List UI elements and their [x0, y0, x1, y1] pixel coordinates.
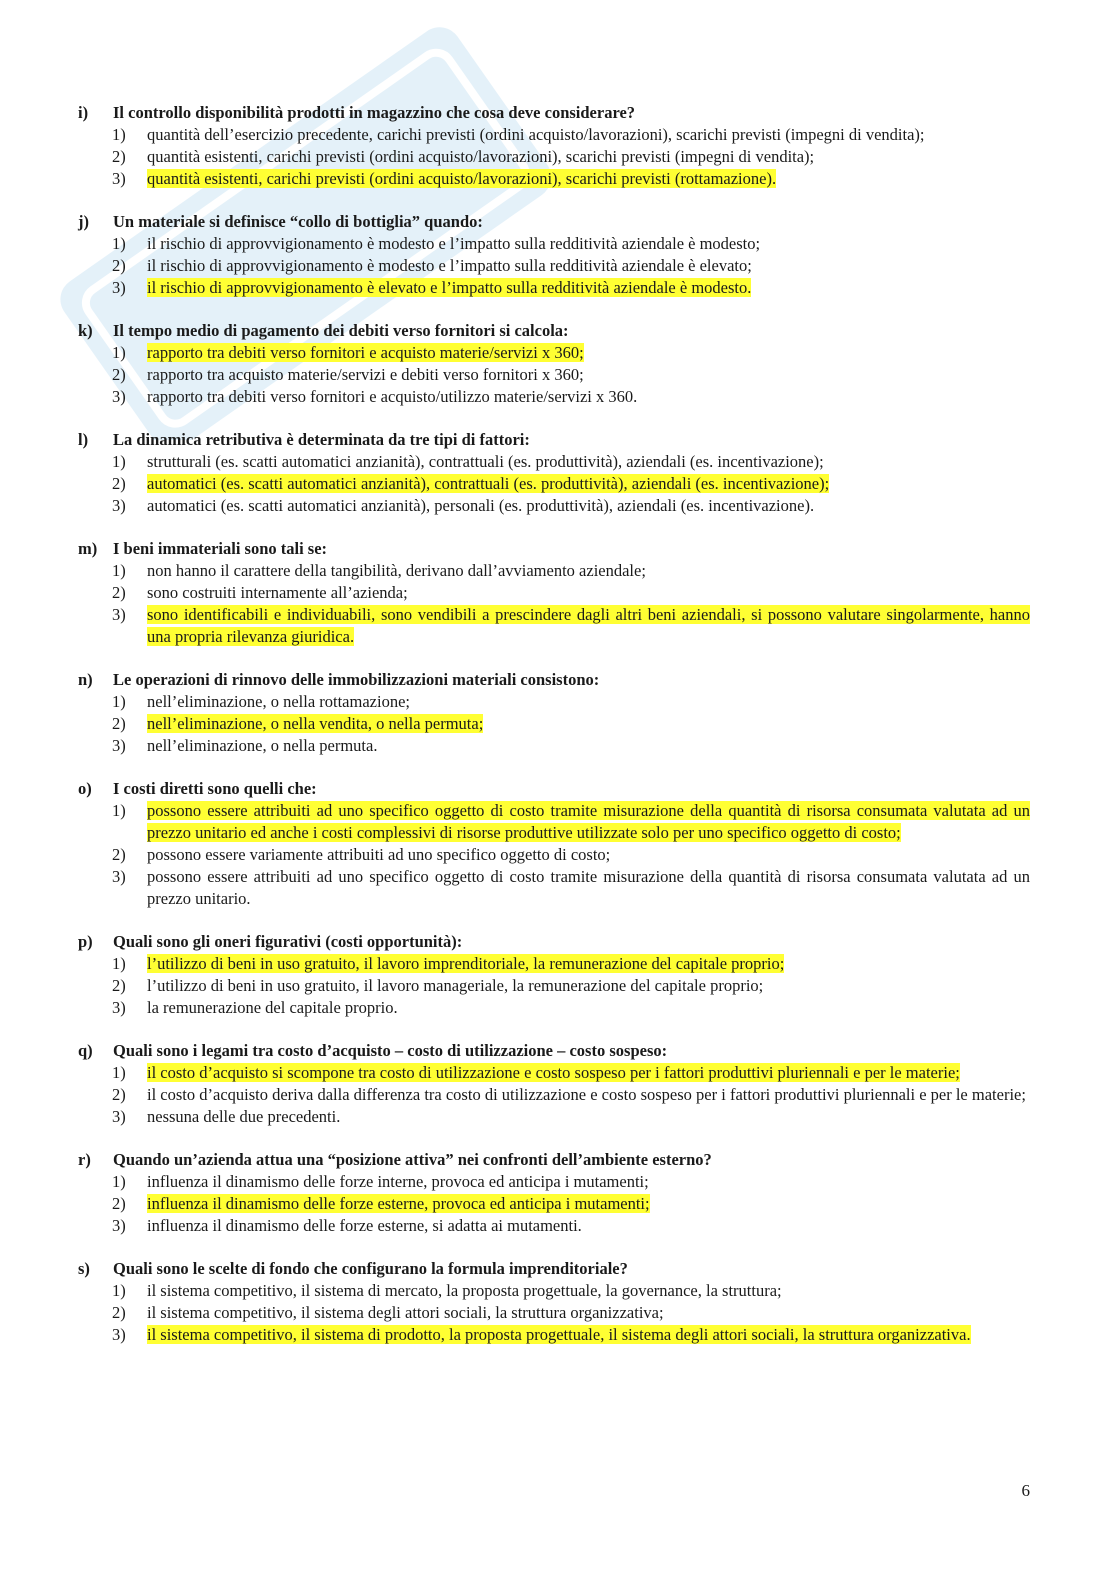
answer-option	[112, 691, 1030, 713]
question-letter: r)	[78, 1150, 91, 1169]
answer-text-wrap	[147, 255, 1030, 277]
answer-text-wrap	[147, 1084, 1030, 1106]
answer-text-wrap	[147, 735, 1030, 757]
question-heading	[78, 669, 1030, 691]
answer-text-wrap	[147, 691, 1030, 713]
answer-text-wrap	[147, 997, 1030, 1019]
question-heading	[78, 102, 1030, 124]
question-text: Quali sono le scelte di fondo che configurano la formula imprenditoriale?	[113, 1259, 628, 1278]
question-block	[78, 1149, 1030, 1237]
answer-text-wrap	[147, 386, 1030, 408]
answer-number: 1)	[112, 343, 126, 362]
answer-option	[112, 1171, 1030, 1193]
question-heading	[78, 211, 1030, 233]
question-letter: m)	[78, 539, 98, 558]
answer-number: 1)	[112, 1281, 126, 1300]
answer-number: 1)	[112, 234, 126, 253]
answer-text-highlighted: quantità esistenti, carichi previsti (ordini acquisto/lavorazioni), scarichi previsti (rottamazione).	[147, 169, 777, 188]
answer-text: la remunerazione del capitale proprio.	[147, 998, 398, 1017]
answer-number: 2)	[112, 583, 126, 602]
answer-text-wrap	[147, 342, 1030, 364]
question-text: Il controllo disponibilità prodotti in magazzino che cosa deve considerare?	[113, 103, 636, 122]
answer-number: 3)	[112, 169, 126, 188]
question-letter: s)	[78, 1259, 90, 1278]
answer-text-highlighted: l’utilizzo di beni in uso gratuito, il lavoro imprenditoriale, la remunerazione del capitale proprio;	[147, 954, 785, 973]
answer-text-wrap	[147, 604, 1030, 648]
answer-text-highlighted: influenza il dinamismo delle forze esterne, provoca ed anticipa i mutamenti;	[147, 1194, 650, 1213]
answer-text: il rischio di approvvigionamento è modesto e l’impatto sulla redditività aziendale è modesto;	[147, 234, 761, 253]
answer-text-wrap	[147, 1106, 1030, 1128]
answer-option	[112, 997, 1030, 1019]
question-block	[78, 538, 1030, 648]
answer-option	[112, 473, 1030, 495]
answer-option	[112, 342, 1030, 364]
question-heading	[78, 538, 1030, 560]
question-text: I costi diretti sono quelli che:	[113, 779, 317, 798]
answer-text-highlighted: sono identificabili e individuabili, sono vendibili a prescindere dagli altri beni aziendali, si possono valutare singolarmente, hanno una propria rilevanza giuridica.	[147, 605, 1030, 646]
answer-number: 1)	[112, 1063, 126, 1082]
answer-number: 3)	[112, 387, 126, 406]
question-heading	[78, 320, 1030, 342]
question-text: Quali sono i legami tra costo d’acquisto – costo di utilizzazione – costo sospeso:	[113, 1041, 668, 1060]
answer-option	[112, 866, 1030, 910]
question-block	[78, 778, 1030, 910]
answer-option	[112, 451, 1030, 473]
answer-text-wrap	[147, 713, 1030, 735]
answer-text: nessuna delle due precedenti.	[147, 1107, 341, 1126]
answer-number: 3)	[112, 605, 126, 624]
answer-text-wrap	[147, 233, 1030, 255]
answer-text-wrap	[147, 1324, 1030, 1346]
answer-option	[112, 277, 1030, 299]
answer-text-wrap	[147, 124, 1030, 146]
answer-text-wrap	[147, 800, 1030, 844]
answer-text-wrap	[147, 953, 1030, 975]
answer-text-wrap	[147, 1302, 1030, 1324]
answer-option	[112, 233, 1030, 255]
answer-text: rapporto tra debiti verso fornitori e acquisto/utilizzo materie/servizi x 360.	[147, 387, 638, 406]
answer-number: 3)	[112, 496, 126, 515]
answer-option	[112, 604, 1030, 648]
answer-option	[112, 1215, 1030, 1237]
question-text: Quando un’azienda attua una “posizione attiva” nei confronti dell’ambiente esterno?	[113, 1150, 712, 1169]
question-text: Il tempo medio di pagamento dei debiti verso fornitori si calcola:	[113, 321, 569, 340]
answer-number: 2)	[112, 714, 126, 733]
answer-number: 3)	[112, 1325, 126, 1344]
answer-text-wrap	[147, 1171, 1030, 1193]
answer-number: 1)	[112, 801, 126, 820]
answer-text-wrap	[147, 1215, 1030, 1237]
answer-number: 1)	[112, 125, 126, 144]
question-heading	[78, 778, 1030, 800]
answer-number: 2)	[112, 976, 126, 995]
answer-option	[112, 255, 1030, 277]
answer-text: nell’eliminazione, o nella rottamazione;	[147, 692, 410, 711]
answer-text-wrap	[147, 582, 1030, 604]
answer-number: 1)	[112, 954, 126, 973]
answer-text-highlighted: il sistema competitivo, il sistema di prodotto, la proposta progettuale, il sistema degli attori sociali, la struttura organizzativa.	[147, 1325, 971, 1344]
answer-option	[112, 1324, 1030, 1346]
answer-number: 1)	[112, 1172, 126, 1191]
answer-option	[112, 124, 1030, 146]
answer-text-wrap	[147, 146, 1030, 168]
answer-text-wrap	[147, 1193, 1030, 1215]
answer-text: il sistema competitivo, il sistema degli attori sociali, la struttura organizzativa;	[147, 1303, 664, 1322]
answer-option	[112, 800, 1030, 844]
answer-text: possono essere variamente attribuiti ad uno specifico oggetto di costo;	[147, 845, 611, 864]
answer-option	[112, 495, 1030, 517]
answer-text: automatici (es. scatti automatici anzianità), personali (es. produttività), aziendali (es. incentivazione).	[147, 496, 815, 515]
answer-text-highlighted: rapporto tra debiti verso fornitori e acquisto materie/servizi x 360;	[147, 343, 584, 362]
answer-text-wrap	[147, 975, 1030, 997]
answer-option	[112, 168, 1030, 190]
question-heading	[78, 931, 1030, 953]
question-letter: q)	[78, 1041, 93, 1060]
page-number: 6	[1021, 1481, 1030, 1500]
answer-text: nell’eliminazione, o nella permuta.	[147, 736, 378, 755]
answer-text-wrap	[147, 451, 1030, 473]
answer-option	[112, 713, 1030, 735]
question-text: Quali sono gli oneri figurativi (costi opportunità):	[113, 932, 463, 951]
answer-text-highlighted: il rischio di approvvigionamento è elevato e l’impatto sulla redditività aziendale è modesto.	[147, 278, 752, 297]
answer-text-wrap	[147, 364, 1030, 386]
answer-option	[112, 1302, 1030, 1324]
question-heading	[78, 1040, 1030, 1062]
question-letter: j)	[78, 212, 89, 231]
question-letter: i)	[78, 103, 89, 122]
answer-number: 3)	[112, 278, 126, 297]
answer-option	[112, 1084, 1030, 1106]
answer-text: il rischio di approvvigionamento è modesto e l’impatto sulla redditività aziendale è elevato;	[147, 256, 752, 275]
answer-number: 1)	[112, 452, 126, 471]
answer-option	[112, 364, 1030, 386]
answer-number: 3)	[112, 867, 126, 886]
question-heading	[78, 1258, 1030, 1280]
answer-text-wrap	[147, 1062, 1030, 1084]
answer-option	[112, 582, 1030, 604]
answer-text-highlighted: nell’eliminazione, o nella vendita, o nella permuta;	[147, 714, 484, 733]
question-block	[78, 211, 1030, 299]
answer-option	[112, 735, 1030, 757]
answer-number: 2)	[112, 474, 126, 493]
answer-text-highlighted: automatici (es. scatti automatici anzianità), contrattuali (es. produttività), aziendali (es. incentivazione);	[147, 474, 830, 493]
answer-text-wrap	[147, 560, 1030, 582]
answer-option	[112, 953, 1030, 975]
question-text: I beni immateriali sono tali se:	[113, 539, 328, 558]
answer-text-wrap	[147, 473, 1030, 495]
answer-number: 2)	[112, 147, 126, 166]
answer-text-wrap	[147, 844, 1030, 866]
question-block	[78, 429, 1030, 517]
answer-text: rapporto tra acquisto materie/servizi e debiti verso fornitori x 360;	[147, 365, 584, 384]
question-letter: n)	[78, 670, 93, 689]
question-text: La dinamica retributiva è determinata da tre tipi di fattori:	[113, 430, 530, 449]
question-letter: p)	[78, 932, 93, 951]
answer-option	[112, 1280, 1030, 1302]
answer-option	[112, 560, 1030, 582]
answer-text-wrap	[147, 168, 1030, 190]
answer-number: 3)	[112, 998, 126, 1017]
question-block	[78, 1258, 1030, 1346]
answer-option	[112, 844, 1030, 866]
answer-text: possono essere attribuiti ad uno specifico oggetto di costo tramite misurazione della quantità di risorsa consumata valutata ad un prezzo unitario.	[147, 867, 1030, 908]
answer-text: quantità esistenti, carichi previsti (ordini acquisto/lavorazioni), scarichi previsti (impegni di vendita);	[147, 147, 815, 166]
answer-number: 2)	[112, 1194, 126, 1213]
answer-text-highlighted: il costo d’acquisto si scompone tra costo di utilizzazione e costo sospeso per i fattori produttivi pluriennali e per le materie;	[147, 1063, 960, 1082]
question-letter: l)	[78, 430, 89, 449]
question-block	[78, 931, 1030, 1019]
question-heading	[78, 429, 1030, 451]
answer-text-wrap	[147, 277, 1030, 299]
answer-text: quantità dell’esercizio precedente, carichi previsti (ordini acquisto/lavorazioni), scarichi previsti (impegni di vendita);	[147, 125, 925, 144]
question-block	[78, 102, 1030, 190]
answer-number: 1)	[112, 692, 126, 711]
question-text: Un materiale si definisce “collo di bottiglia” quando:	[113, 212, 483, 231]
answer-option	[112, 386, 1030, 408]
answer-text: sono costruiti internamente all’azienda;	[147, 583, 408, 602]
question-block	[78, 1040, 1030, 1128]
question-letter: o)	[78, 779, 92, 798]
answer-text-wrap	[147, 495, 1030, 517]
answer-text: influenza il dinamismo delle forze interne, provoca ed anticipa i mutamenti;	[147, 1172, 649, 1191]
answer-number: 3)	[112, 1107, 126, 1126]
answer-text: strutturali (es. scatti automatici anzianità), contrattuali (es. produttività), aziendali (es. incentivazione);	[147, 452, 824, 471]
answer-text-highlighted: possono essere attribuiti ad uno specifico oggetto di costo tramite misurazione della quantità di risorsa consumata valutata ad un prezzo unitario ed anche i costi complessivi di risorse produttive utilizzate solo per uno specifico oggetto di costo;	[147, 801, 1030, 842]
question-letter: k)	[78, 321, 93, 340]
answer-text: influenza il dinamismo delle forze esterne, si adatta ai mutamenti.	[147, 1216, 582, 1235]
answer-option	[112, 1106, 1030, 1128]
answer-option	[112, 1062, 1030, 1084]
answer-text-wrap	[147, 866, 1030, 910]
answer-number: 2)	[112, 365, 126, 384]
question-text: Le operazioni di rinnovo delle immobilizzazioni materiali consistono:	[113, 670, 600, 689]
answer-option	[112, 146, 1030, 168]
answer-number: 2)	[112, 845, 126, 864]
question-heading	[78, 1149, 1030, 1171]
answer-number: 3)	[112, 736, 126, 755]
answer-number: 3)	[112, 1216, 126, 1235]
answer-text: non hanno il carattere della tangibilità, derivano dall’avviamento aziendale;	[147, 561, 646, 580]
question-block	[78, 320, 1030, 408]
answer-text: l’utilizzo di beni in uso gratuito, il lavoro manageriale, la remunerazione del capitale proprio;	[147, 976, 764, 995]
answer-number: 2)	[112, 1303, 126, 1322]
answer-text: il costo d’acquisto deriva dalla differenza tra costo di utilizzazione e costo sospeso per i fattori produttivi pluriennali e per le materie;	[147, 1085, 1026, 1104]
answer-option	[112, 1193, 1030, 1215]
answer-text: il sistema competitivo, il sistema di mercato, la proposta progettuale, la governance, la struttura;	[147, 1281, 782, 1300]
answer-number: 2)	[112, 256, 126, 275]
question-list	[78, 102, 1030, 1367]
answer-option	[112, 975, 1030, 997]
answer-text-wrap	[147, 1280, 1030, 1302]
answer-number: 2)	[112, 1085, 126, 1104]
question-block	[78, 669, 1030, 757]
answer-number: 1)	[112, 561, 126, 580]
